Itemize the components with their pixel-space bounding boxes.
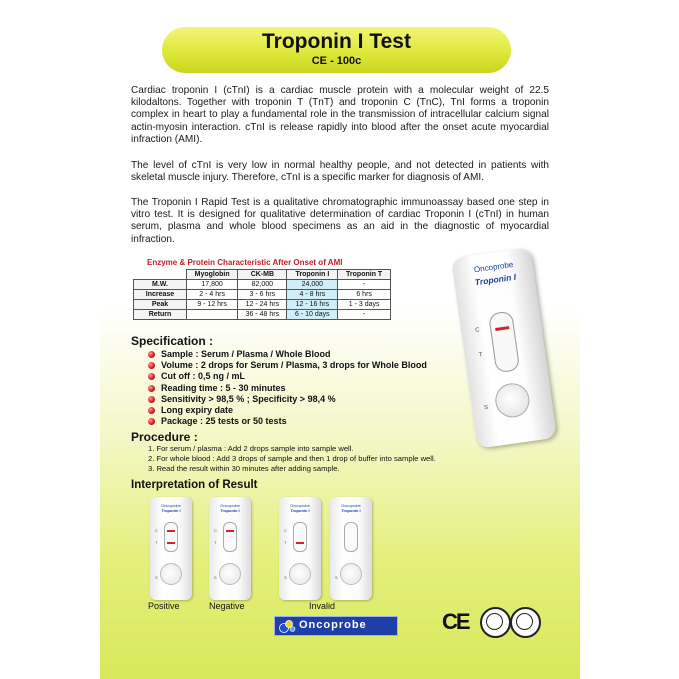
card-brand: Oncoprobe <box>161 503 181 508</box>
card-product-name: Troponin I <box>161 508 181 513</box>
negative-label: Negative <box>209 601 245 611</box>
list-item <box>148 349 427 360</box>
product-title: Troponin I Test <box>262 30 411 53</box>
specification-list <box>148 349 427 427</box>
test-mark: T <box>155 540 158 545</box>
logo-text: Oncoprobe <box>299 619 367 631</box>
test-line <box>167 542 175 544</box>
table-cell: 12 - 16 hrs <box>287 300 338 310</box>
oncoprobe-logo <box>274 616 398 636</box>
table-cell: 3 - 6 hrs <box>238 290 287 300</box>
certification-seal-icon <box>480 607 511 638</box>
control-line <box>167 530 175 532</box>
invalid-result-card-1 <box>279 497 321 600</box>
spec-text: Sample : Serum / Plasma / Whole Blood <box>161 349 331 359</box>
spec-text: Long expiry date <box>161 404 234 415</box>
ce-mark-icon: CE <box>442 609 469 634</box>
result-window <box>488 311 520 374</box>
table-cell: - <box>338 310 391 320</box>
specification-heading: Specification : <box>131 334 214 348</box>
table-row <box>134 290 391 300</box>
card-brand: Oncoprobe <box>341 503 361 508</box>
row-header: Return <box>134 310 187 320</box>
result-window <box>293 522 307 552</box>
sample-well <box>160 563 182 585</box>
spec-text: Sensitivity > 98,5 % ; Specificity > 98,4 % <box>161 393 336 404</box>
sample-mark: S <box>284 575 287 580</box>
invalid-result-card-2 <box>330 497 372 600</box>
table-cell: 6 hrs <box>338 290 391 300</box>
table-row <box>134 280 391 290</box>
table-cell: 17,800 <box>187 280 238 290</box>
row-header: Peak <box>134 300 187 310</box>
table-cell: 2 - 4 hrs <box>187 290 238 300</box>
list-item <box>148 371 427 382</box>
list-item: 1. For serum / plasma : Add 2 drops sample into sample well. <box>148 444 354 453</box>
card-brand: Oncoprobe <box>220 503 240 508</box>
bullet-icon <box>148 385 155 392</box>
test-mark: T <box>478 352 483 359</box>
list-item <box>148 405 427 416</box>
procedure-list <box>148 444 436 474</box>
intro-paragraph-3: The Troponin I Rapid Test is a qualitative chromatographic immunoassay based one step in vitro test. It is designed for qualitative determination of cardiac Troponin I (cTnI) in human serum, plasma and whole blood specimens as an aid in the diagnostic of myocardial infraction. <box>131 197 549 245</box>
sample-well <box>219 563 241 585</box>
list-item <box>148 383 427 394</box>
positive-label: Positive <box>148 601 180 611</box>
bullet-icon <box>148 351 155 358</box>
product-code: CE - 100c <box>311 55 362 67</box>
sample-mark: S <box>483 404 489 412</box>
table-cell: - <box>338 280 391 290</box>
sample-mark: S <box>155 575 158 580</box>
ami-characteristics-table <box>133 269 391 320</box>
list-item <box>148 360 427 371</box>
control-line <box>495 326 509 331</box>
cassette-brand: Oncoprobe <box>473 259 514 275</box>
column-header: Troponin T <box>338 270 391 280</box>
bullet-icon <box>148 407 155 414</box>
table-cell <box>187 310 238 320</box>
logo-dots-icon <box>278 619 296 633</box>
bullet-icon <box>148 418 155 425</box>
spec-text: Volume : 2 drops for Serum / Plasma, 3 drops for Whole Blood <box>161 360 427 371</box>
list-item <box>148 416 427 427</box>
control-mark: C <box>155 528 158 533</box>
list-item <box>148 394 427 405</box>
table-cell: 1 - 3 days <box>338 300 391 310</box>
table-row <box>134 300 391 310</box>
procedure-heading: Procedure : <box>131 430 198 444</box>
table-cell: 9 - 12 hrs <box>187 300 238 310</box>
bullet-icon <box>148 396 155 403</box>
bullet-icon <box>148 362 155 369</box>
table-cell: 4 - 8 hrs <box>287 290 338 300</box>
intro-paragraph-1: Cardiac troponin I (cTnI) is a cardiac muscle protein with a molecular weight of 22.5 kilodaltons. Together with troponin T (TnT) and troponin C (TnC), TnI forms a troponin complex in heart to play a fundamental role in the transmission of intracellular calcium signal actin-myosin interaction. cTnI is release rapidly into blood after the onset acute myocardial infraction (AMI). <box>131 85 549 145</box>
row-header: Increase <box>134 290 187 300</box>
control-line <box>226 530 234 532</box>
result-window <box>344 522 358 552</box>
positive-result-card <box>150 497 192 600</box>
control-mark: C <box>284 528 287 533</box>
quality-seal-icon <box>510 607 541 638</box>
invalid-label: Invalid <box>309 601 336 611</box>
sample-mark: S <box>335 575 338 580</box>
sample-well <box>493 381 531 419</box>
sample-well <box>289 563 311 585</box>
table-header-row <box>134 270 391 280</box>
table-corner <box>134 270 187 280</box>
test-mark: T <box>214 540 217 545</box>
column-header: CK-MB <box>238 270 287 280</box>
control-mark: C <box>474 327 481 334</box>
card-product-name: Troponin I <box>220 508 240 513</box>
bullet-icon <box>148 373 155 380</box>
column-header: Myoglobin <box>187 270 238 280</box>
spec-text: Reading time : 5 - 30 minutes <box>161 382 286 393</box>
table-cell: 6 - 10 days <box>287 310 338 320</box>
intro-paragraph-2: The level of cTnI is very low in normal healthy people, and not detected in patients with skeletal muscle injury. Therefore, cTnI is a specific marker for diagnosis of AMI. <box>131 160 549 184</box>
test-line <box>296 542 304 544</box>
spec-text: Package : 25 tests or 50 tests <box>161 416 287 427</box>
cassette-product-name: Troponin I <box>474 271 517 288</box>
table-cell: 82,000 <box>238 280 287 290</box>
test-mark: T <box>284 540 287 545</box>
card-product-name: Troponin I <box>290 508 310 513</box>
list-item: 3. Read the result within 30 minutes after adding sample. <box>148 464 340 473</box>
negative-result-card <box>209 497 251 600</box>
ami-table-title: Enzyme & Protein Characteristic After Onset of AMI <box>147 258 343 267</box>
control-mark: C <box>214 528 217 533</box>
column-header: Troponin I <box>287 270 338 280</box>
sample-mark: S <box>214 575 217 580</box>
table-cell: 12 - 24 hrs <box>238 300 287 310</box>
card-brand: Oncoprobe <box>290 503 310 508</box>
result-window <box>223 522 237 552</box>
interpretation-heading: Interpretation of Result <box>131 479 258 491</box>
table-cell: 36 - 48 hrs <box>238 310 287 320</box>
spec-text: Cut off : 0,5 ng / mL <box>161 371 245 382</box>
list-item: 2. For whole blood : Add 3 drops of sample and then 1 drop of buffer into sample well. <box>148 454 436 463</box>
table-cell: 24,000 <box>287 280 338 290</box>
card-product-name: Troponin I <box>341 508 361 513</box>
table-row <box>134 310 391 320</box>
sample-well <box>340 563 362 585</box>
row-header: M.W. <box>134 280 187 290</box>
result-window <box>164 522 178 552</box>
